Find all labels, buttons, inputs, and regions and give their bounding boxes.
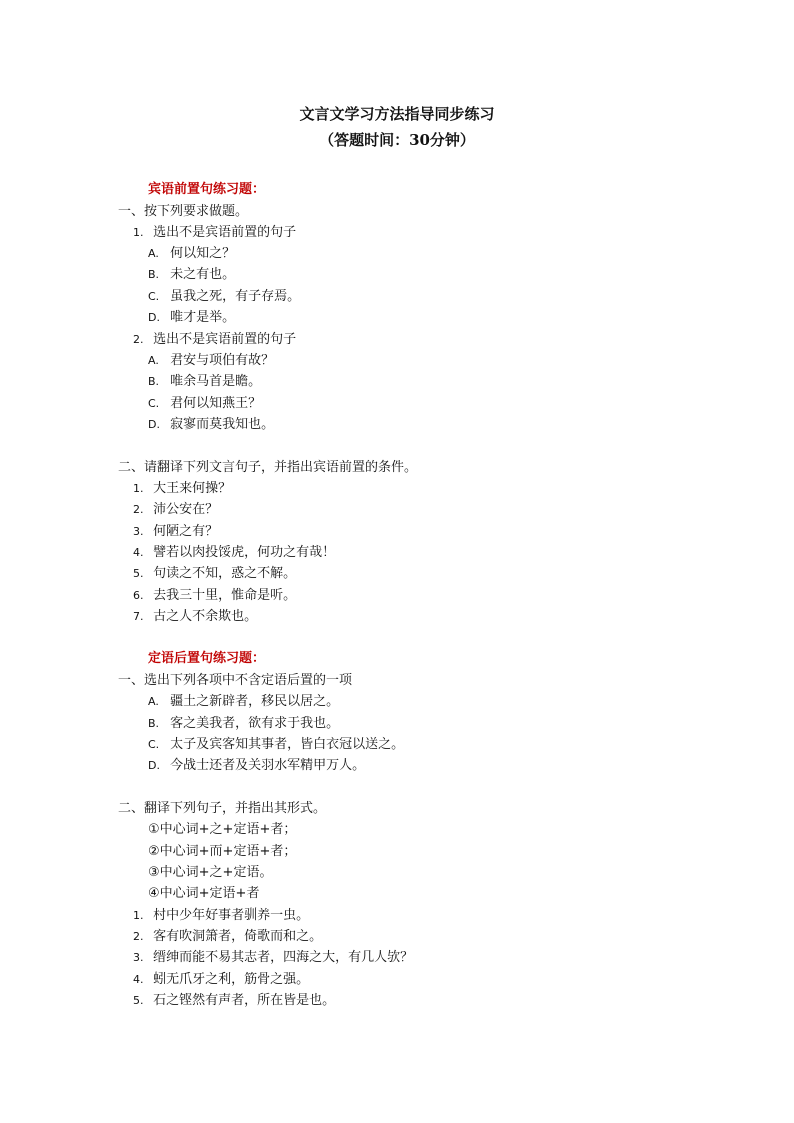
option-label: D. (148, 418, 160, 431)
question-text: 选出不是宾语前置的句子 (153, 332, 297, 347)
list-item (133, 544, 335, 561)
item-text: 缙绅而能不易其志者，四海之大，有几人欤？ (153, 950, 414, 965)
item-text: 石之铿然有声者，所在皆是也。 (153, 993, 336, 1008)
option-item (148, 395, 261, 412)
item-number: 7. (133, 610, 144, 623)
item-text: 沛公安在？ (153, 502, 219, 517)
form-pattern: ②中心词+而+定语+者； (148, 844, 297, 859)
item-text: 大王来何操？ (153, 481, 232, 496)
item-text: 古之人不余欺也。 (153, 609, 258, 624)
question-item (133, 224, 296, 241)
option-text: 未之有也。 (170, 267, 236, 282)
form-pattern: ①中心词+之+定语+者； (148, 822, 297, 837)
item-text: 村中少年好事者驯养一虫。 (153, 908, 310, 923)
option-item (148, 288, 300, 305)
option-label: A. (148, 247, 159, 260)
item-text: 何陋之有？ (153, 524, 219, 539)
option-text: 君安与项伯有故？ (170, 353, 275, 368)
option-label: A. (148, 695, 159, 708)
list-item (133, 992, 335, 1009)
instruction-1: 一、按下列要求做题。 (118, 204, 249, 219)
option-item (148, 266, 235, 283)
option-text: 君何以知燕王？ (170, 396, 262, 411)
list-item (133, 928, 322, 945)
instruction-2: 二、请翻译下列文言句子，并指出宾语前置的条件。 (118, 460, 418, 475)
list-item (133, 587, 296, 604)
question-text: 选出不是宾语前置的句子 (153, 225, 297, 240)
option-item (148, 245, 235, 262)
item-number: 5. (133, 567, 144, 580)
option-text: 客之美我者，欲有求于我也。 (170, 716, 340, 731)
item-number: 3. (133, 525, 144, 538)
item-number: 1. (133, 909, 144, 922)
list-item (133, 523, 218, 540)
section-heading-object-preposing: 宾语前置句练习题： (148, 182, 266, 197)
option-text: 寂寥而莫我知也。 (170, 417, 275, 432)
option-item (148, 373, 261, 390)
list-item (133, 480, 231, 497)
option-text: 疆土之新辟者，移民以居之。 (170, 694, 340, 709)
option-label: C. (148, 397, 160, 410)
list-item (133, 907, 309, 924)
item-number: 3. (133, 951, 144, 964)
form-pattern: ④中心词+定语+者 (148, 886, 260, 901)
form-pattern: ③中心词+之+定语。 (148, 865, 273, 880)
option-item (148, 693, 339, 710)
item-text: 去我三十里，惟命是听。 (153, 588, 297, 603)
option-label: B. (148, 375, 160, 388)
question-number: 2. (133, 333, 144, 346)
option-item (148, 715, 339, 732)
option-text: 唯余马首是瞻。 (170, 374, 262, 389)
list-item (133, 949, 413, 966)
instruction-4: 二、翻译下列句子，并指出其形式。 (118, 801, 327, 816)
option-item (148, 309, 235, 326)
item-text: 句读之不知，惑之不解。 (153, 566, 297, 581)
option-item (148, 736, 404, 753)
list-item (133, 971, 309, 988)
option-item (148, 352, 274, 369)
item-text: 蚓无爪牙之利，筋骨之强。 (153, 972, 310, 987)
question-item (133, 331, 296, 348)
instruction-3: 一、选出下列各项中不含定语后置的一项 (118, 673, 353, 688)
list-item (133, 608, 257, 625)
item-text: 譬若以肉投馁虎，何功之有哉！ (153, 545, 336, 560)
item-number: 4. (133, 973, 144, 986)
option-label: B. (148, 268, 160, 281)
option-text: 何以知之？ (170, 246, 236, 261)
item-number: 5. (133, 994, 144, 1007)
option-label: B. (148, 717, 160, 730)
document-title: 文言文学习方法指导同步练习 (299, 105, 495, 123)
document-subtitle: （答题时间：30分钟） (319, 131, 475, 149)
option-item (148, 757, 365, 774)
option-item (148, 416, 274, 433)
option-text: 虽我之死，有子存焉。 (170, 289, 301, 304)
item-text: 客有吹洞箫者，倚歌而和之。 (153, 929, 323, 944)
option-label: C. (148, 290, 160, 303)
item-number: 1. (133, 482, 144, 495)
item-number: 2. (133, 503, 144, 516)
question-number: 1. (133, 226, 144, 239)
item-number: 6. (133, 589, 144, 602)
option-label: C. (148, 738, 160, 751)
item-number: 4. (133, 546, 144, 559)
option-label: D. (148, 311, 160, 324)
option-label: D. (148, 759, 160, 772)
option-text: 唯才是举。 (170, 310, 236, 325)
option-label: A. (148, 354, 159, 367)
option-text: 太子及宾客知其事者，皆白衣冠以送之。 (170, 737, 405, 752)
list-item (133, 565, 296, 582)
option-text: 今战士还者及关羽水军精甲万人。 (170, 758, 366, 773)
section-heading-attributive-postposing: 定语后置句练习题： (148, 651, 266, 666)
list-item (133, 501, 218, 518)
item-number: 2. (133, 930, 144, 943)
